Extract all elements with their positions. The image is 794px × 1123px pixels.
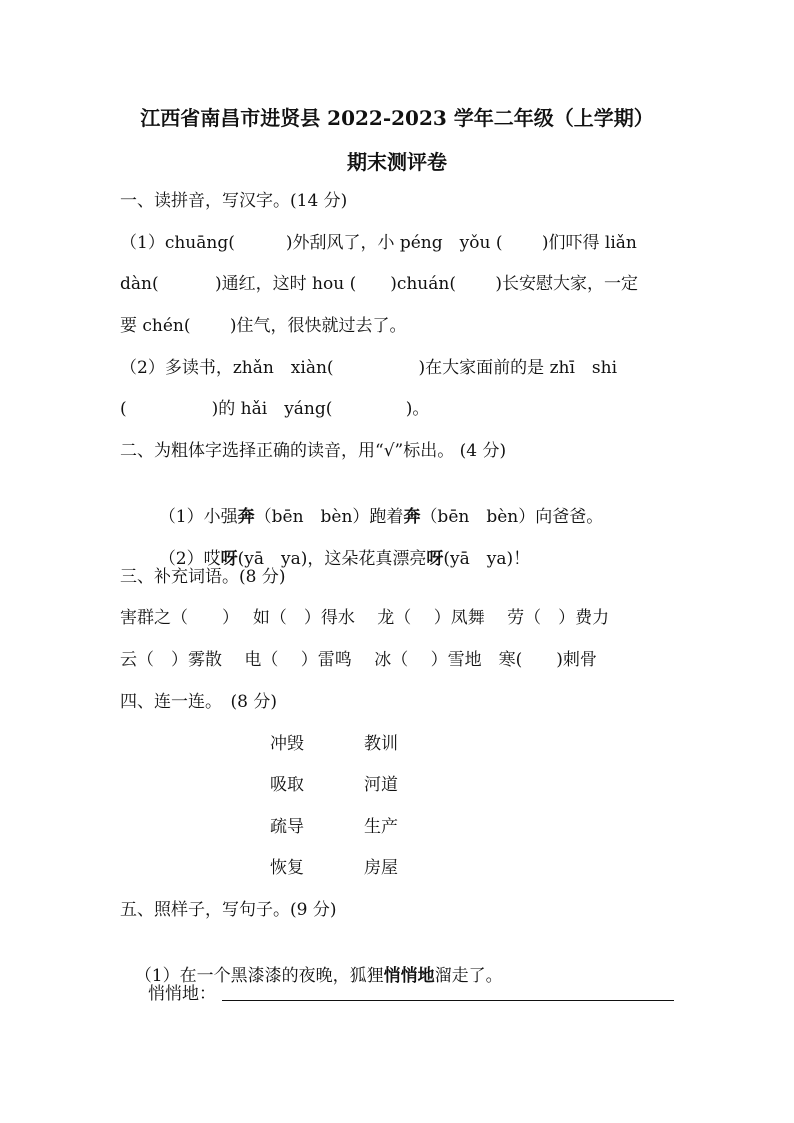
match-right-3: 生产 (364, 817, 398, 837)
section-2-q2 (148, 523, 530, 571)
match-left-3: 疏导 (270, 817, 304, 837)
q1-bold-char-2: 奔 (403, 507, 421, 527)
match-left-1: 冲毁 (270, 734, 304, 754)
answer-line[interactable] (222, 1000, 674, 1001)
section-2-q1 (148, 481, 603, 529)
section-1-q1-line3: 要 chén( )住气，很快就过去了。 (120, 316, 407, 336)
match-right-4: 房屋 (364, 858, 398, 878)
section-3-row-2: 云（ ）雾散 电（ ）雷鸣 冰（ ）雪地 寒( )刺骨 (120, 650, 597, 670)
q1-bold-char-1: 奔 (237, 507, 255, 527)
match-left-2: 吸取 (270, 775, 304, 795)
section-1-q2-line1: （2）多读书，zhǎn xiàn( )在大家面前的是 zhī shi (120, 358, 618, 378)
section-2-heading: 二、为粗体字选择正确的读音，用“√”标出。 (4 分) (120, 441, 507, 461)
title-line-2: 期末测评卷 (347, 150, 447, 174)
section-1-q1-line1: （1）chuāng( )外刮风了，小 péng yǒu ( )们吓得 liǎn (120, 233, 637, 253)
q1-suffix: （bēn bèn）向爸爸。 (420, 507, 604, 527)
match-right-1: 教训 (364, 734, 398, 754)
section-4-heading: 四、连一连。 (8 分) (120, 692, 277, 712)
match-right-2: 河道 (364, 775, 398, 795)
answer-label: 悄悄地： (148, 984, 216, 1004)
section-3-row-1: 害群之（ ） 如（ ）得水 龙（ ）凤舞 劳（ ）费力 (120, 608, 610, 628)
q2-prefix: （2）哎 (158, 549, 221, 569)
section-1-q1-line2: dàn( )通红，这时 hou ( )chuán( )长安慰大家，一定 (120, 274, 639, 294)
q1-suffix: 溜走了。 (434, 966, 503, 986)
q1-prefix: （1）在一个黑漆漆的夜晚，狐狸 (134, 966, 384, 986)
q2-bold-char-2: 呀 (426, 549, 444, 569)
q2-suffix: (yā ya)！ (443, 549, 531, 569)
title-line-1: 江西省南昌市进贤县 2022-2023 学年二年级（上学期） (140, 106, 654, 130)
match-left-4: 恢复 (270, 858, 304, 878)
q2-middle: (yā ya)，这朵花真漂亮 (237, 549, 427, 569)
q2-bold-char-1: 呀 (220, 549, 238, 569)
q1-prefix: （1）小强 (158, 507, 238, 527)
section-5-q1 (124, 940, 503, 988)
section-1-heading: 一、读拼音，写汉字。(14 分) (120, 191, 348, 211)
section-5-heading: 五、照样子，写句子。(9 分) (120, 900, 337, 920)
section-3-heading: 三、补充词语。(8 分) (120, 567, 286, 587)
section-1-q2-line2: ( )的 hǎi yáng( )。 (120, 399, 430, 419)
q1-middle: （bēn bèn）跑着 (254, 507, 404, 527)
q1-bold-word: 悄悄地 (383, 966, 435, 986)
